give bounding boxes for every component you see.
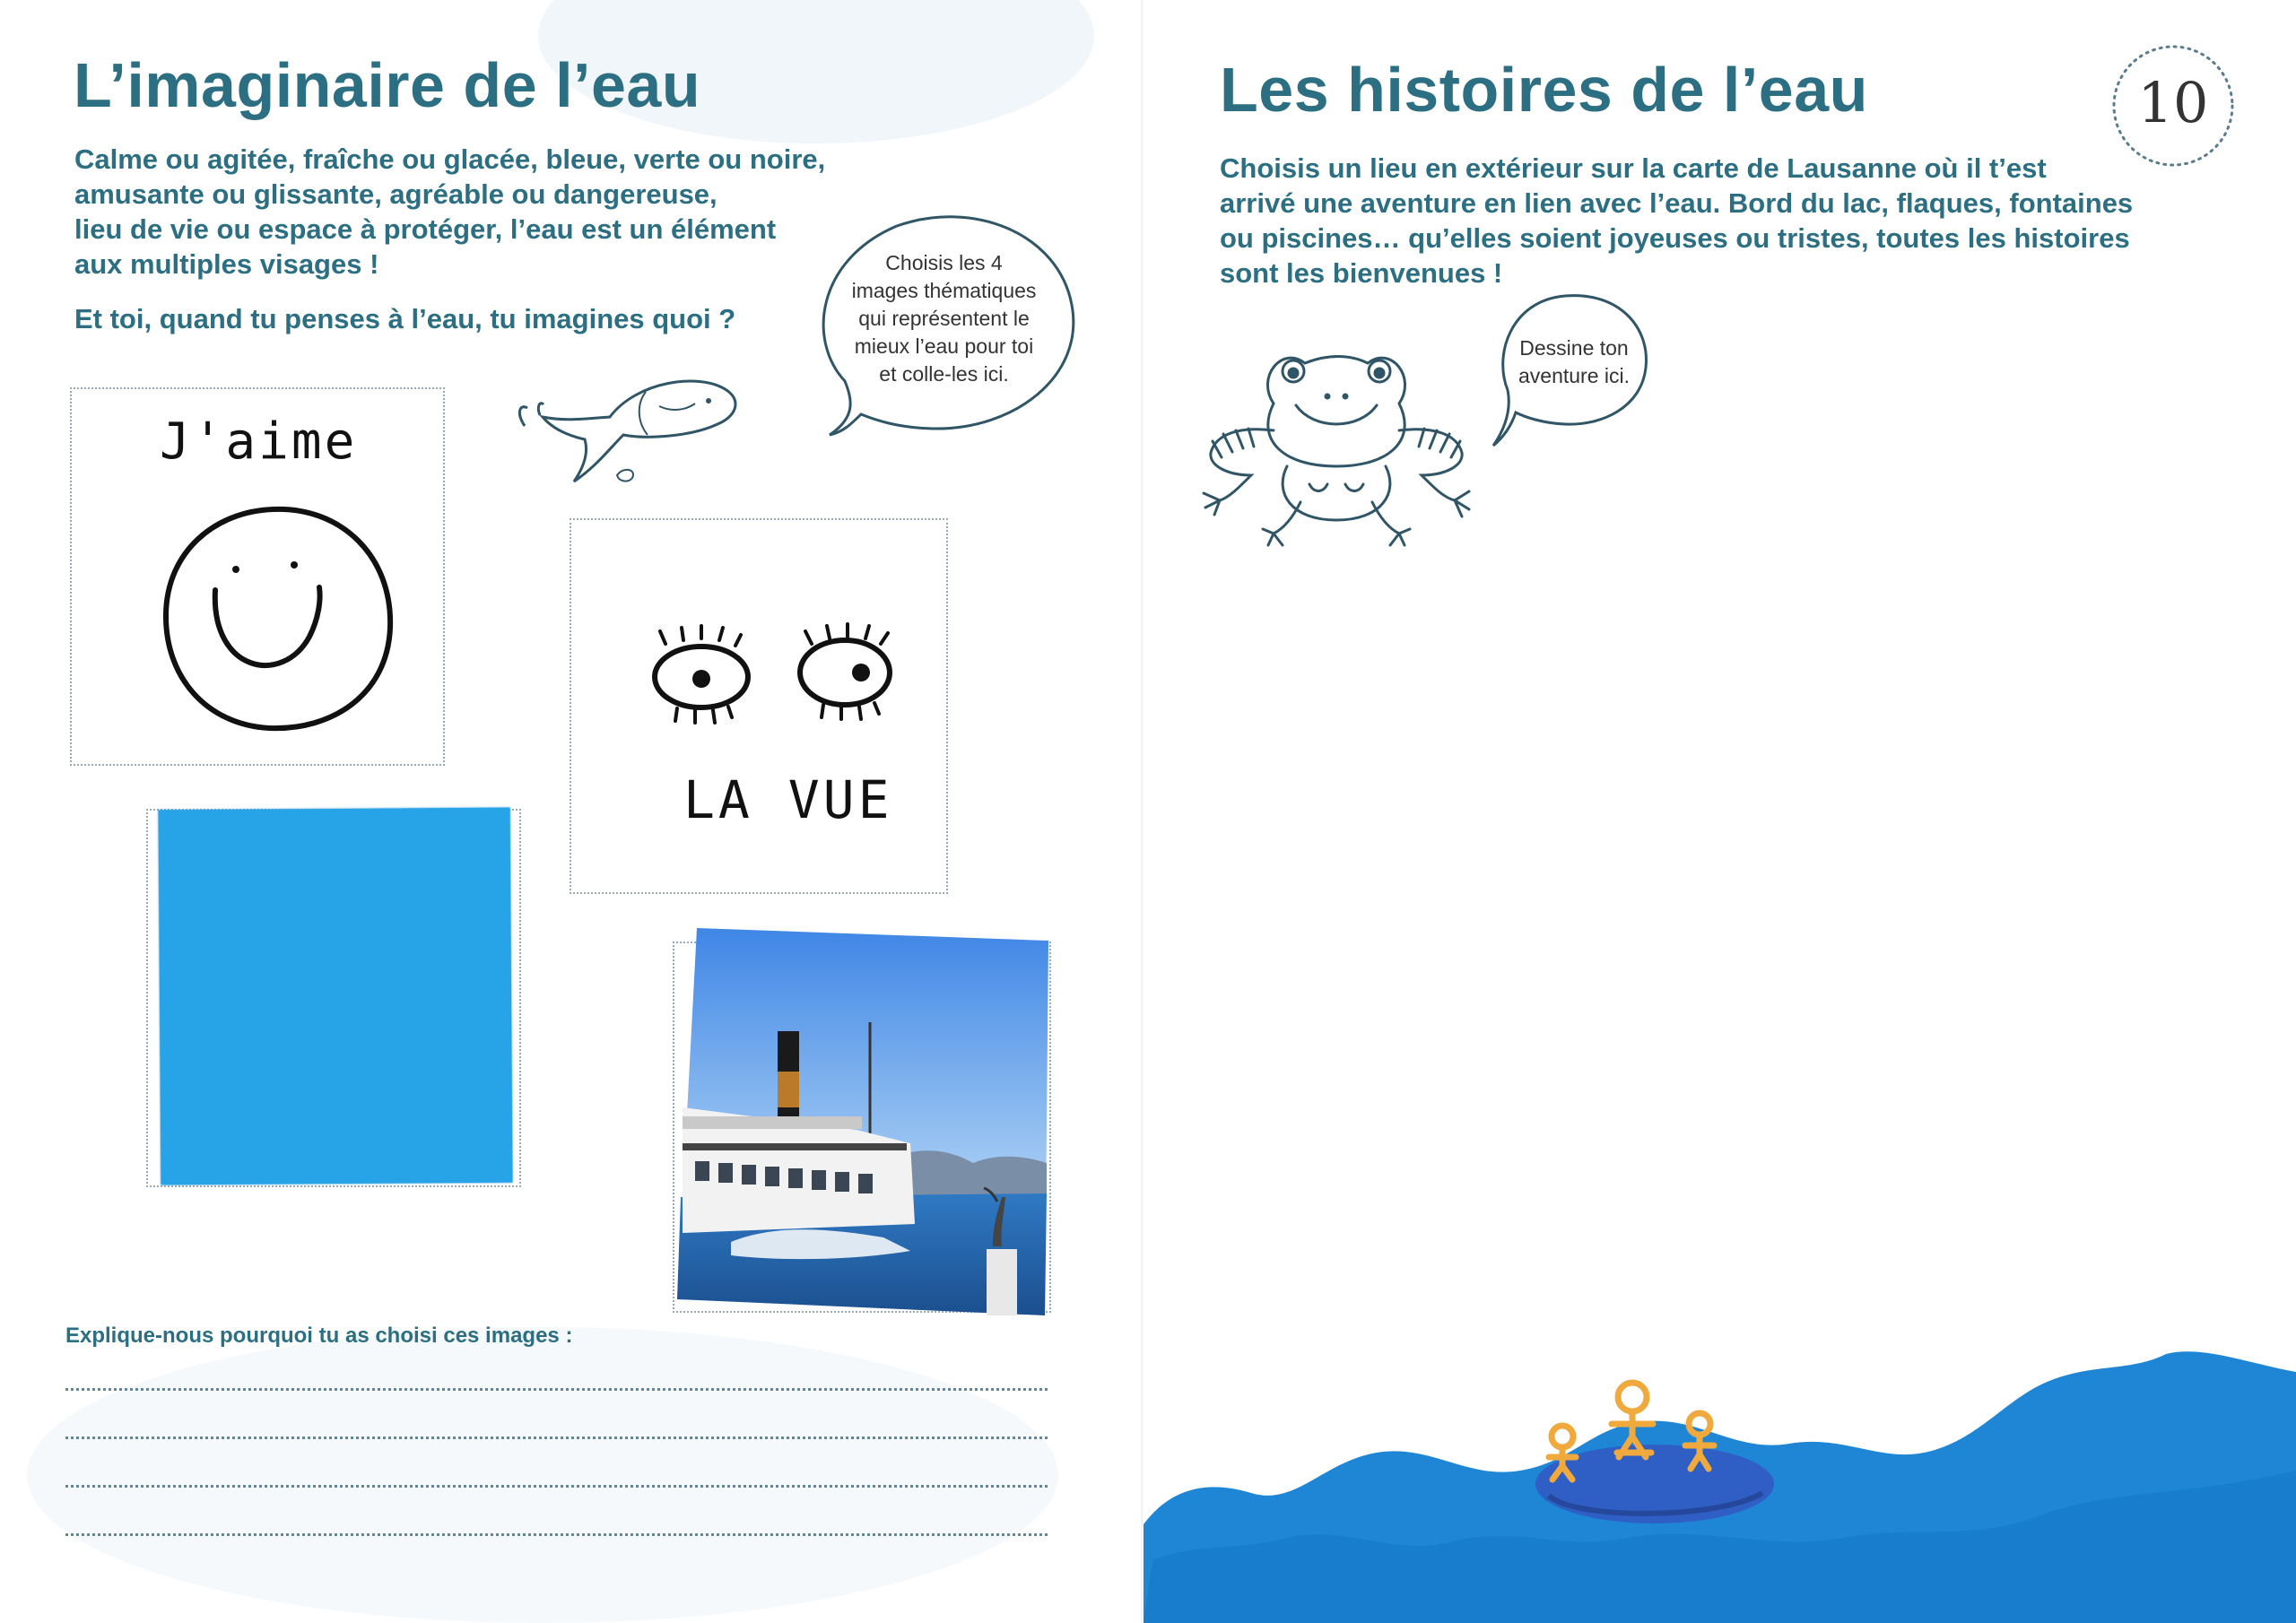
writing-line[interactable] — [65, 1436, 1048, 1439]
explain-prompt: Explique-nous pourquoi tu as choisi ces images : — [65, 1324, 573, 1348]
background-wash — [27, 1327, 1058, 1623]
page-number: 10 — [2137, 70, 2209, 135]
writing-line[interactable] — [65, 1388, 1048, 1391]
question-text: Et toi, quand tu penses à l’eau, tu imagines quoi ? — [74, 303, 736, 334]
bubble-line: qui représentent le — [858, 307, 1030, 330]
intro-line: aux multiples visages ! — [74, 248, 379, 280]
steamboat-photo — [677, 928, 1054, 1315]
intro-line: Choisis un lieu en extérieur sur la carte de Lausanne où il t’est — [1220, 152, 2047, 184]
bubble-line: et colle-les ici. — [879, 362, 1009, 386]
bubble-line: mieux l’eau pour toi — [854, 334, 1034, 358]
blue-color-sticker — [159, 808, 513, 1185]
fish-icon — [511, 363, 744, 489]
eyes-icon — [646, 628, 906, 735]
intro-line: arrivé une aventure en lien avec l’eau. Bord du lac, flaques, fontaines — [1220, 187, 2134, 219]
intro-text — [74, 142, 825, 282]
bubble-line: aventure ici. — [1518, 364, 1630, 387]
bubble-line: Choisis les 4 — [885, 251, 1003, 274]
intro-line: amusante ou glissante, agréable ou dangereuse, — [74, 178, 718, 210]
page-title: L’imaginaire de l’eau — [74, 50, 701, 120]
writing-line[interactable] — [65, 1533, 1048, 1536]
intro-line: sont les bienvenues ! — [1220, 257, 1503, 289]
intro-line: ou piscines… qu’elles soient joyeuses ou tristes, toutes les histoires — [1220, 222, 2130, 254]
speech-bubble-text — [1502, 334, 1646, 390]
image-1-caption: J'aime — [160, 412, 358, 471]
left-page — [0, 0, 1144, 1623]
child-drawing-water — [1144, 1345, 2296, 1623]
bubble-line: Dessine ton — [1519, 336, 1629, 360]
intro-line: Calme ou agitée, fraîche ou glacée, bleue, verte ou noire, — [74, 143, 826, 175]
right-page — [1144, 0, 2296, 1623]
intro-text — [1220, 151, 2133, 291]
image-2-caption: LA VUE — [683, 769, 893, 830]
bubble-line: images thématiques — [851, 279, 1037, 302]
page-title: Les histoires de l’eau — [1220, 55, 1868, 125]
writing-line[interactable] — [65, 1485, 1048, 1488]
speech-bubble-text — [812, 249, 1076, 388]
frog-icon — [1202, 341, 1471, 556]
intro-line: lieu de vie ou espace à protéger, l’eau est un élément — [74, 213, 777, 245]
smiley-face-icon — [161, 502, 395, 735]
